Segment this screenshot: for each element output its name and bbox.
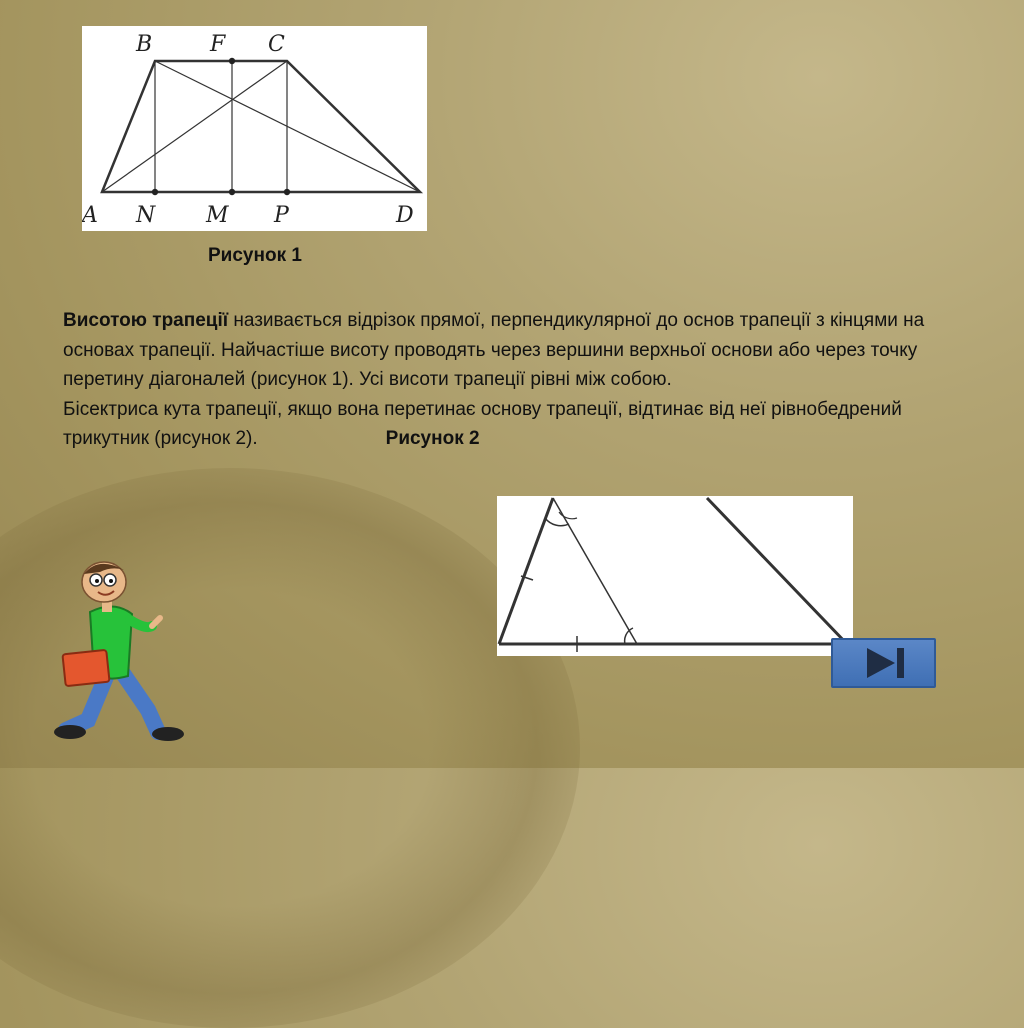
term-height: Висотою трапеції: [63, 310, 229, 331]
figure-2-caption: Рисунок 2: [385, 428, 480, 449]
definition-body: називається відрізок прямої, перпендикулярної до основ трапеції з кінцями на основах трапеції. Найчастіше висоту проводять через вершини верхньої основи або через точку перетину діагоналей (рисунок 1). Усі висоти трапеції рівні між собою.: [63, 310, 925, 390]
label-M: M: [206, 203, 229, 228]
label-A: A: [82, 203, 98, 228]
background-swirl: [0, 468, 580, 1028]
label-P: P: [274, 203, 289, 228]
walking-man-illustration: [48, 560, 198, 745]
next-slide-button[interactable]: [831, 638, 936, 688]
figure-1-caption: Рисунок 1: [208, 245, 302, 266]
definition-paragraph: [63, 310, 924, 390]
label-D: D: [396, 203, 414, 228]
label-F: F: [210, 32, 226, 57]
label-B: B: [136, 32, 153, 57]
figure-1-trapezoid: [82, 26, 427, 231]
label-N: N: [136, 203, 156, 228]
label-C: C: [268, 32, 285, 57]
body-text: [63, 306, 943, 454]
figure-2-bisector: [497, 496, 853, 656]
skip-next-icon: [833, 640, 934, 686]
bisector-paragraph: Бісектриса кута трапеції, якщо вона перетинає основу трапеції, відтинає від неї рівнобедрений трикутник (рисунок 2).: [63, 398, 902, 449]
